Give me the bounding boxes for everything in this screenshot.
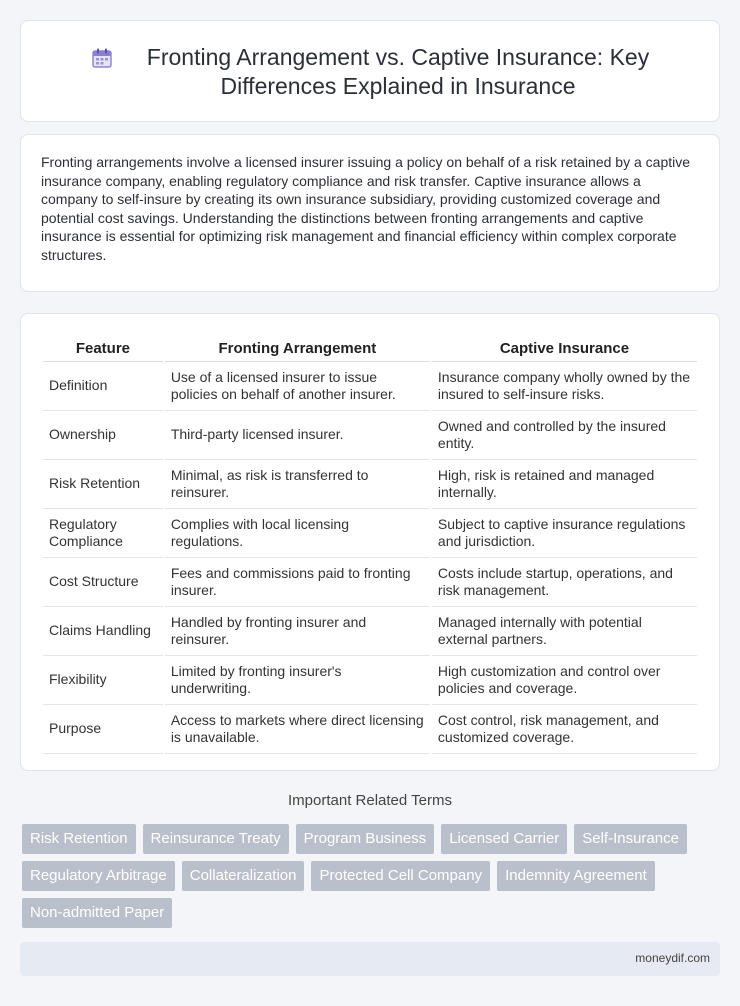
captive-cell: Managed internally with potential external partners. (432, 607, 697, 656)
table-row (43, 656, 697, 705)
related-terms-title: Important Related Terms (288, 792, 452, 809)
feature-cell: Purpose (43, 705, 163, 754)
table-row (43, 705, 697, 754)
page-title-line2: Differences Explained in Insurance (220, 73, 576, 99)
captive-cell: High customization and control over policies and coverage. (432, 656, 697, 705)
table-row (43, 607, 697, 656)
related-term-tag[interactable]: Reinsurance Treaty (143, 824, 289, 854)
captive-cell: Cost control, risk management, and customized coverage. (432, 705, 697, 754)
page-title-line1: Fronting Arrangement vs. Captive Insurance: Key (146, 44, 650, 70)
page-title (21, 43, 719, 101)
fronting-cell: Access to markets where direct licensing is unavailable. (165, 705, 430, 754)
captive-cell: Subject to captive insurance regulations and jurisdiction. (432, 509, 697, 558)
header-captive: Captive Insurance (432, 332, 697, 362)
title-card (20, 20, 720, 122)
fronting-cell: Handled by fronting insurer and reinsurer. (165, 607, 430, 656)
feature-cell: Claims Handling (43, 607, 163, 656)
related-term-tag[interactable]: Protected Cell Company (311, 861, 490, 891)
table-row (43, 362, 697, 411)
captive-cell: Insurance company wholly owned by the insured to self-insure risks. (432, 362, 697, 411)
fronting-cell: Use of a licensed insurer to issue policies on behalf of another insurer. (165, 362, 430, 411)
related-term-tag[interactable]: Self-Insurance (574, 824, 687, 854)
related-term-tag[interactable]: Risk Retention (22, 824, 136, 854)
related-term-tag[interactable]: Regulatory Arbitrage (22, 861, 175, 891)
footer (20, 942, 720, 976)
table-header-row (43, 332, 697, 362)
feature-cell: Ownership (43, 411, 163, 460)
fronting-cell: Minimal, as risk is transferred to reinsurer. (165, 460, 430, 509)
comparison-card (20, 313, 720, 771)
header-fronting: Fronting Arrangement (165, 332, 430, 362)
fronting-cell: Fees and commissions paid to fronting insurer. (165, 558, 430, 607)
table-row (43, 509, 697, 558)
fronting-cell: Limited by fronting insurer's underwriting. (165, 656, 430, 705)
related-term-tag[interactable]: Non-admitted Paper (22, 898, 172, 928)
related-terms-list (22, 824, 722, 928)
footer-site-link[interactable]: moneydif.com (635, 951, 710, 965)
feature-cell: Definition (43, 362, 163, 411)
table-row (43, 411, 697, 460)
captive-cell: High, risk is retained and managed internally. (432, 460, 697, 509)
related-term-tag[interactable]: Program Business (296, 824, 435, 854)
intro-text: Fronting arrangements involve a licensed insurer issuing a policy on behalf of a risk retained by a captive insurance company, enabling regulatory compliance and risk transfer. Captive insurance allows a company to self-insure by creating its own insurance subsidiary, providing customized coverage and potential cost savings. Understanding the distinctions between fronting arrangements and captive insurance is essential for optimizing risk management and financial efficiency within complex corporate structures. (41, 154, 691, 263)
related-term-tag[interactable]: Indemnity Agreement (497, 861, 655, 891)
related-term-tag[interactable]: Licensed Carrier (441, 824, 567, 854)
feature-cell: Flexibility (43, 656, 163, 705)
intro-card (20, 134, 720, 292)
related-term-tag[interactable]: Collateralization (182, 861, 305, 891)
feature-cell: Cost Structure (43, 558, 163, 607)
header-feature: Feature (43, 332, 163, 362)
feature-cell: Regulatory Compliance (43, 509, 163, 558)
feature-cell: Risk Retention (43, 460, 163, 509)
fronting-cell: Third-party licensed insurer. (165, 411, 430, 460)
comparison-table (41, 332, 699, 754)
captive-cell: Costs include startup, operations, and risk management. (432, 558, 697, 607)
captive-cell: Owned and controlled by the insured entity. (432, 411, 697, 460)
table-row (43, 460, 697, 509)
fronting-cell: Complies with local licensing regulations. (165, 509, 430, 558)
table-row (43, 558, 697, 607)
